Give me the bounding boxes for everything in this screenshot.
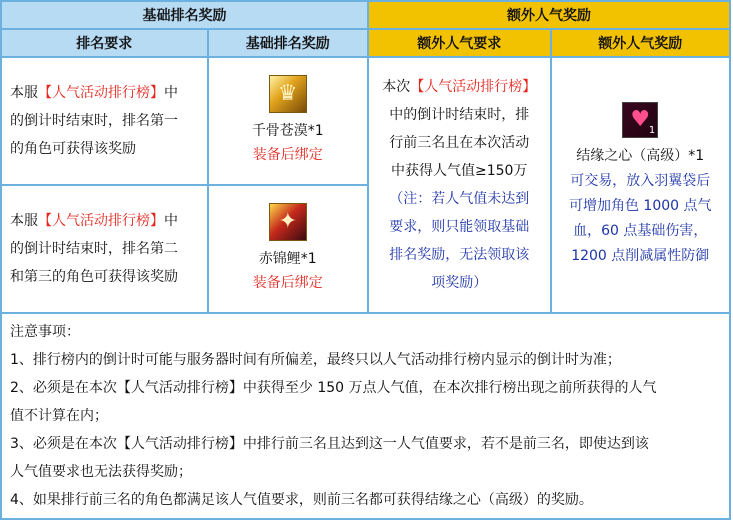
note-line-1: （注：若人气值未达到 [389, 191, 530, 207]
reward-row-first [2, 58, 729, 184]
desc-line-3: 血，60 点基础伤害， [573, 222, 708, 239]
req-prefix: 本次 [382, 79, 411, 95]
extra-requirement-cell [369, 58, 550, 312]
item-name: 结缘之心（高级）*1 [576, 147, 705, 164]
basic-reward-header: 基础排名奖励 [209, 30, 367, 56]
req-line-3: 行前三名且在本次活动 [389, 135, 530, 151]
note-line-3: 排名奖励，无法领取该 [389, 247, 530, 263]
leaderboard-link-text: 【人气活动排行榜】 [38, 213, 164, 229]
note-line-4: 项奖励） [431, 275, 488, 291]
req-prefix: 本服 [10, 213, 38, 229]
extra-requirement-header: 额外人气要求 [369, 30, 550, 56]
note-line-2: 要求，则只能领取基础 [389, 219, 530, 235]
note-2b: 值不计算在内； [10, 408, 108, 424]
item-count: 1 [648, 124, 656, 136]
req-line-2: 的倒计时结束时，排名第一 [10, 113, 178, 129]
notes-cell [2, 314, 729, 518]
bind-note: 装备后绑定 [252, 275, 323, 291]
red-armor-icon[interactable]: ✦ [269, 203, 307, 241]
req-line-2: 的倒计时结束时，排名第二 [10, 241, 178, 257]
first-place-reward [209, 58, 367, 184]
item-name: 赤锦鲤*1 [258, 251, 317, 267]
notes-title: 注意事项： [10, 324, 80, 340]
heart-knot-icon[interactable]: ♥ 1 [622, 102, 658, 138]
req-suffix: 中 [164, 213, 178, 229]
req-line-4: 中获得人气值≥150万 [391, 163, 528, 179]
golden-armor-icon[interactable]: ♛ [269, 75, 307, 113]
leaderboard-link-text: 【人气活动排行榜】 [38, 85, 164, 101]
note-1: 1、排行榜内的倒计时可能与服务器时间有所偏差，最终只以人气活动排行榜内显示的倒计时为准； [10, 352, 621, 368]
second-third-requirement [2, 186, 207, 312]
second-third-reward [209, 186, 367, 312]
leaderboard-link-text: 【人气活动排行榜】 [410, 79, 537, 95]
req-line-3: 和第三的角色可获得该奖励 [10, 269, 178, 285]
req-suffix: 中 [164, 85, 178, 101]
item-name: 千骨苍漠*1 [251, 123, 324, 139]
req-prefix: 本服 [10, 85, 38, 101]
extra-reward-header: 额外人气奖励 [552, 30, 730, 56]
req-line-3: 的角色可获得该奖励 [10, 141, 136, 157]
subheader-row [2, 30, 729, 56]
first-place-requirement [2, 58, 207, 184]
rank-requirement-header: 排名要求 [2, 30, 207, 56]
notes-row [2, 314, 729, 518]
extra-popularity-reward-header: 额外人气奖励 [369, 2, 729, 28]
note-3b: 人气值要求也无法获得奖励； [10, 464, 192, 480]
extra-reward-cell [552, 58, 730, 312]
desc-line-1: 可交易，放入羽翼袋后 [570, 172, 711, 189]
note-2a: 2、必须是在本次【人气活动排行榜】中获得至少 150 万点人气值，在本次排行榜出现之前所获得的人气 [10, 380, 657, 396]
note-4: 4、如果排行前三名的角色都满足该人气值要求，则前三名都可获得结缘之心（高级）的奖励。 [10, 492, 593, 508]
desc-line-4: 1200 点削减属性防御 [571, 247, 710, 264]
basic-rank-reward-header: 基础排名奖励 [2, 2, 367, 28]
bind-note: 装备后绑定 [252, 147, 323, 163]
desc-line-2: 可增加角色 1000 点气 [568, 197, 712, 214]
req-line-2: 中的倒计时结束时，排 [389, 107, 530, 123]
note-3a: 3、必须是在本次【人气活动排行榜】中排行前三名且达到这一人气值要求，若不是前三名，即使达到该 [10, 436, 649, 452]
header-row [2, 2, 729, 28]
